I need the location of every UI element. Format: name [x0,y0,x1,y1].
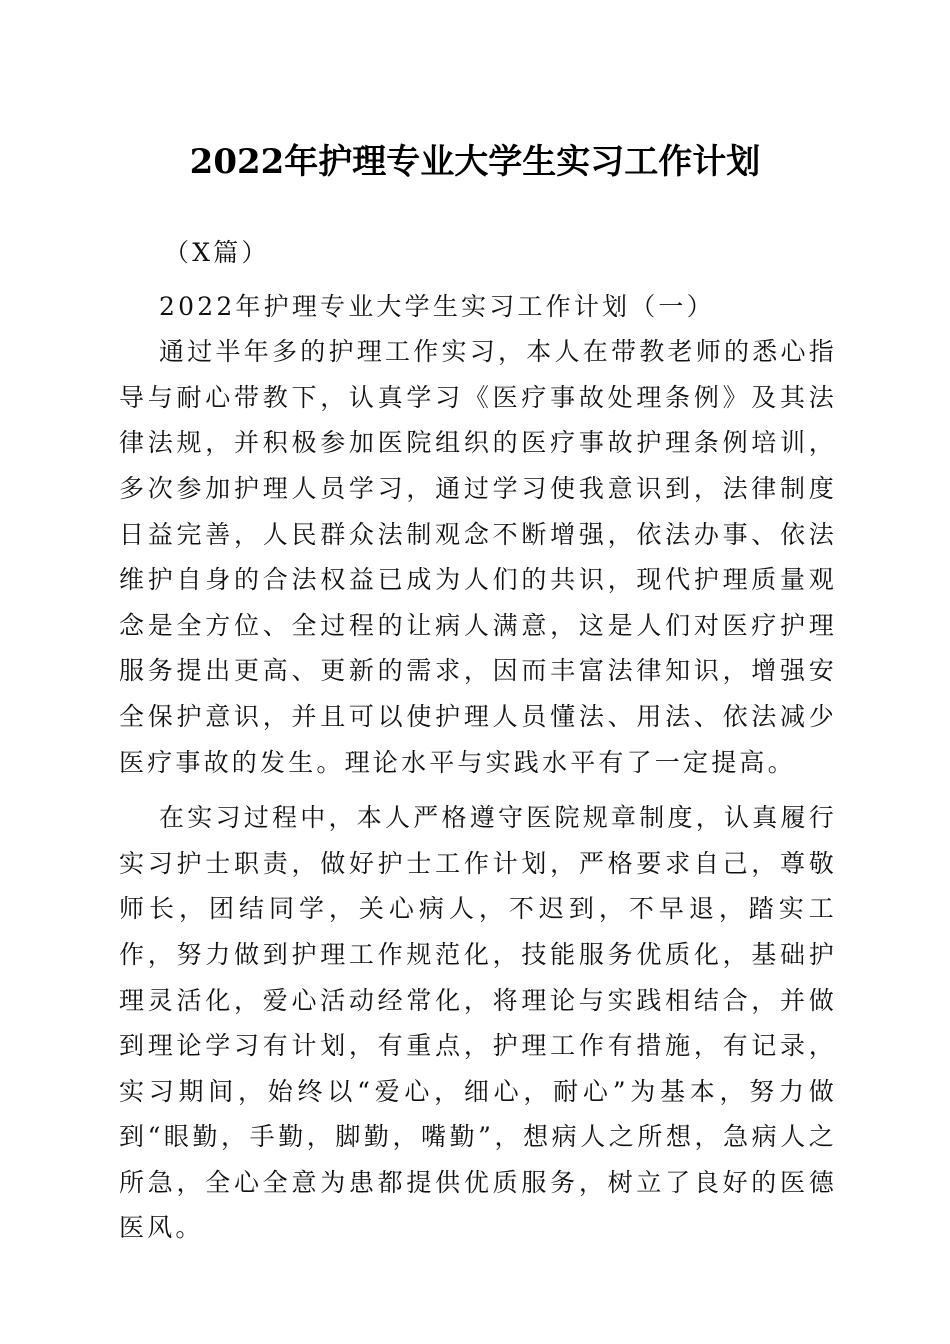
paragraph-1: 通过半年多的护理工作实习，本人在带教老师的悉心指导与耐心带教下，认真学习《医疗事故处理条例》及其法律法规，并积极参加医院组织的医疗事故护理条例培训，多次参加护理人员学习，通过学习使我意识到，法律制度日益完善，人民群众法制观念不断增强，依法办事、依法维护自身的合法权益已成为人们的共识，现代护理质量观念是全方位、全过程的让病人满意，这是人们对医疗护理服务提出更高、更新的需求，因而丰富法律知识，增强安全保护意识，并且可以使护理人员懂法、用法、依法减少医疗事故的发生。理论水平与实践水平有了一定提高。 [119,337,837,777]
document-body [119,230,837,1251]
volume-note: （X篇） [164,238,270,267]
document-title: 2022年护理专业大学生实习工作计划 [189,142,761,182]
paragraph-2: 在实习过程中，本人严格遵守医院规章制度，认真履行实习护士职责，做好护士工作计划，严格要求自己，尊敬师长，团结同学，关心病人，不迟到，不早退，踏实工作，努力做到护理工作规范化，技能服务优质化，基础护理灵活化，爱心活动经常化，将理论与实践相结合，并做到理论学习有计划，有重点，护理工作有措施，有记录，实习期间，始终以“爱心，细心，耐心”为基本，努力做到“眼勤，手勤，脚勤，嘴勤”，想病人之所想，急病人之所急，全心全意为患都提供优质服务，树立了良好的医德医风。 [119,803,837,1243]
section-title: 2022年护理专业大学生实习工作计划（一） [159,291,715,321]
